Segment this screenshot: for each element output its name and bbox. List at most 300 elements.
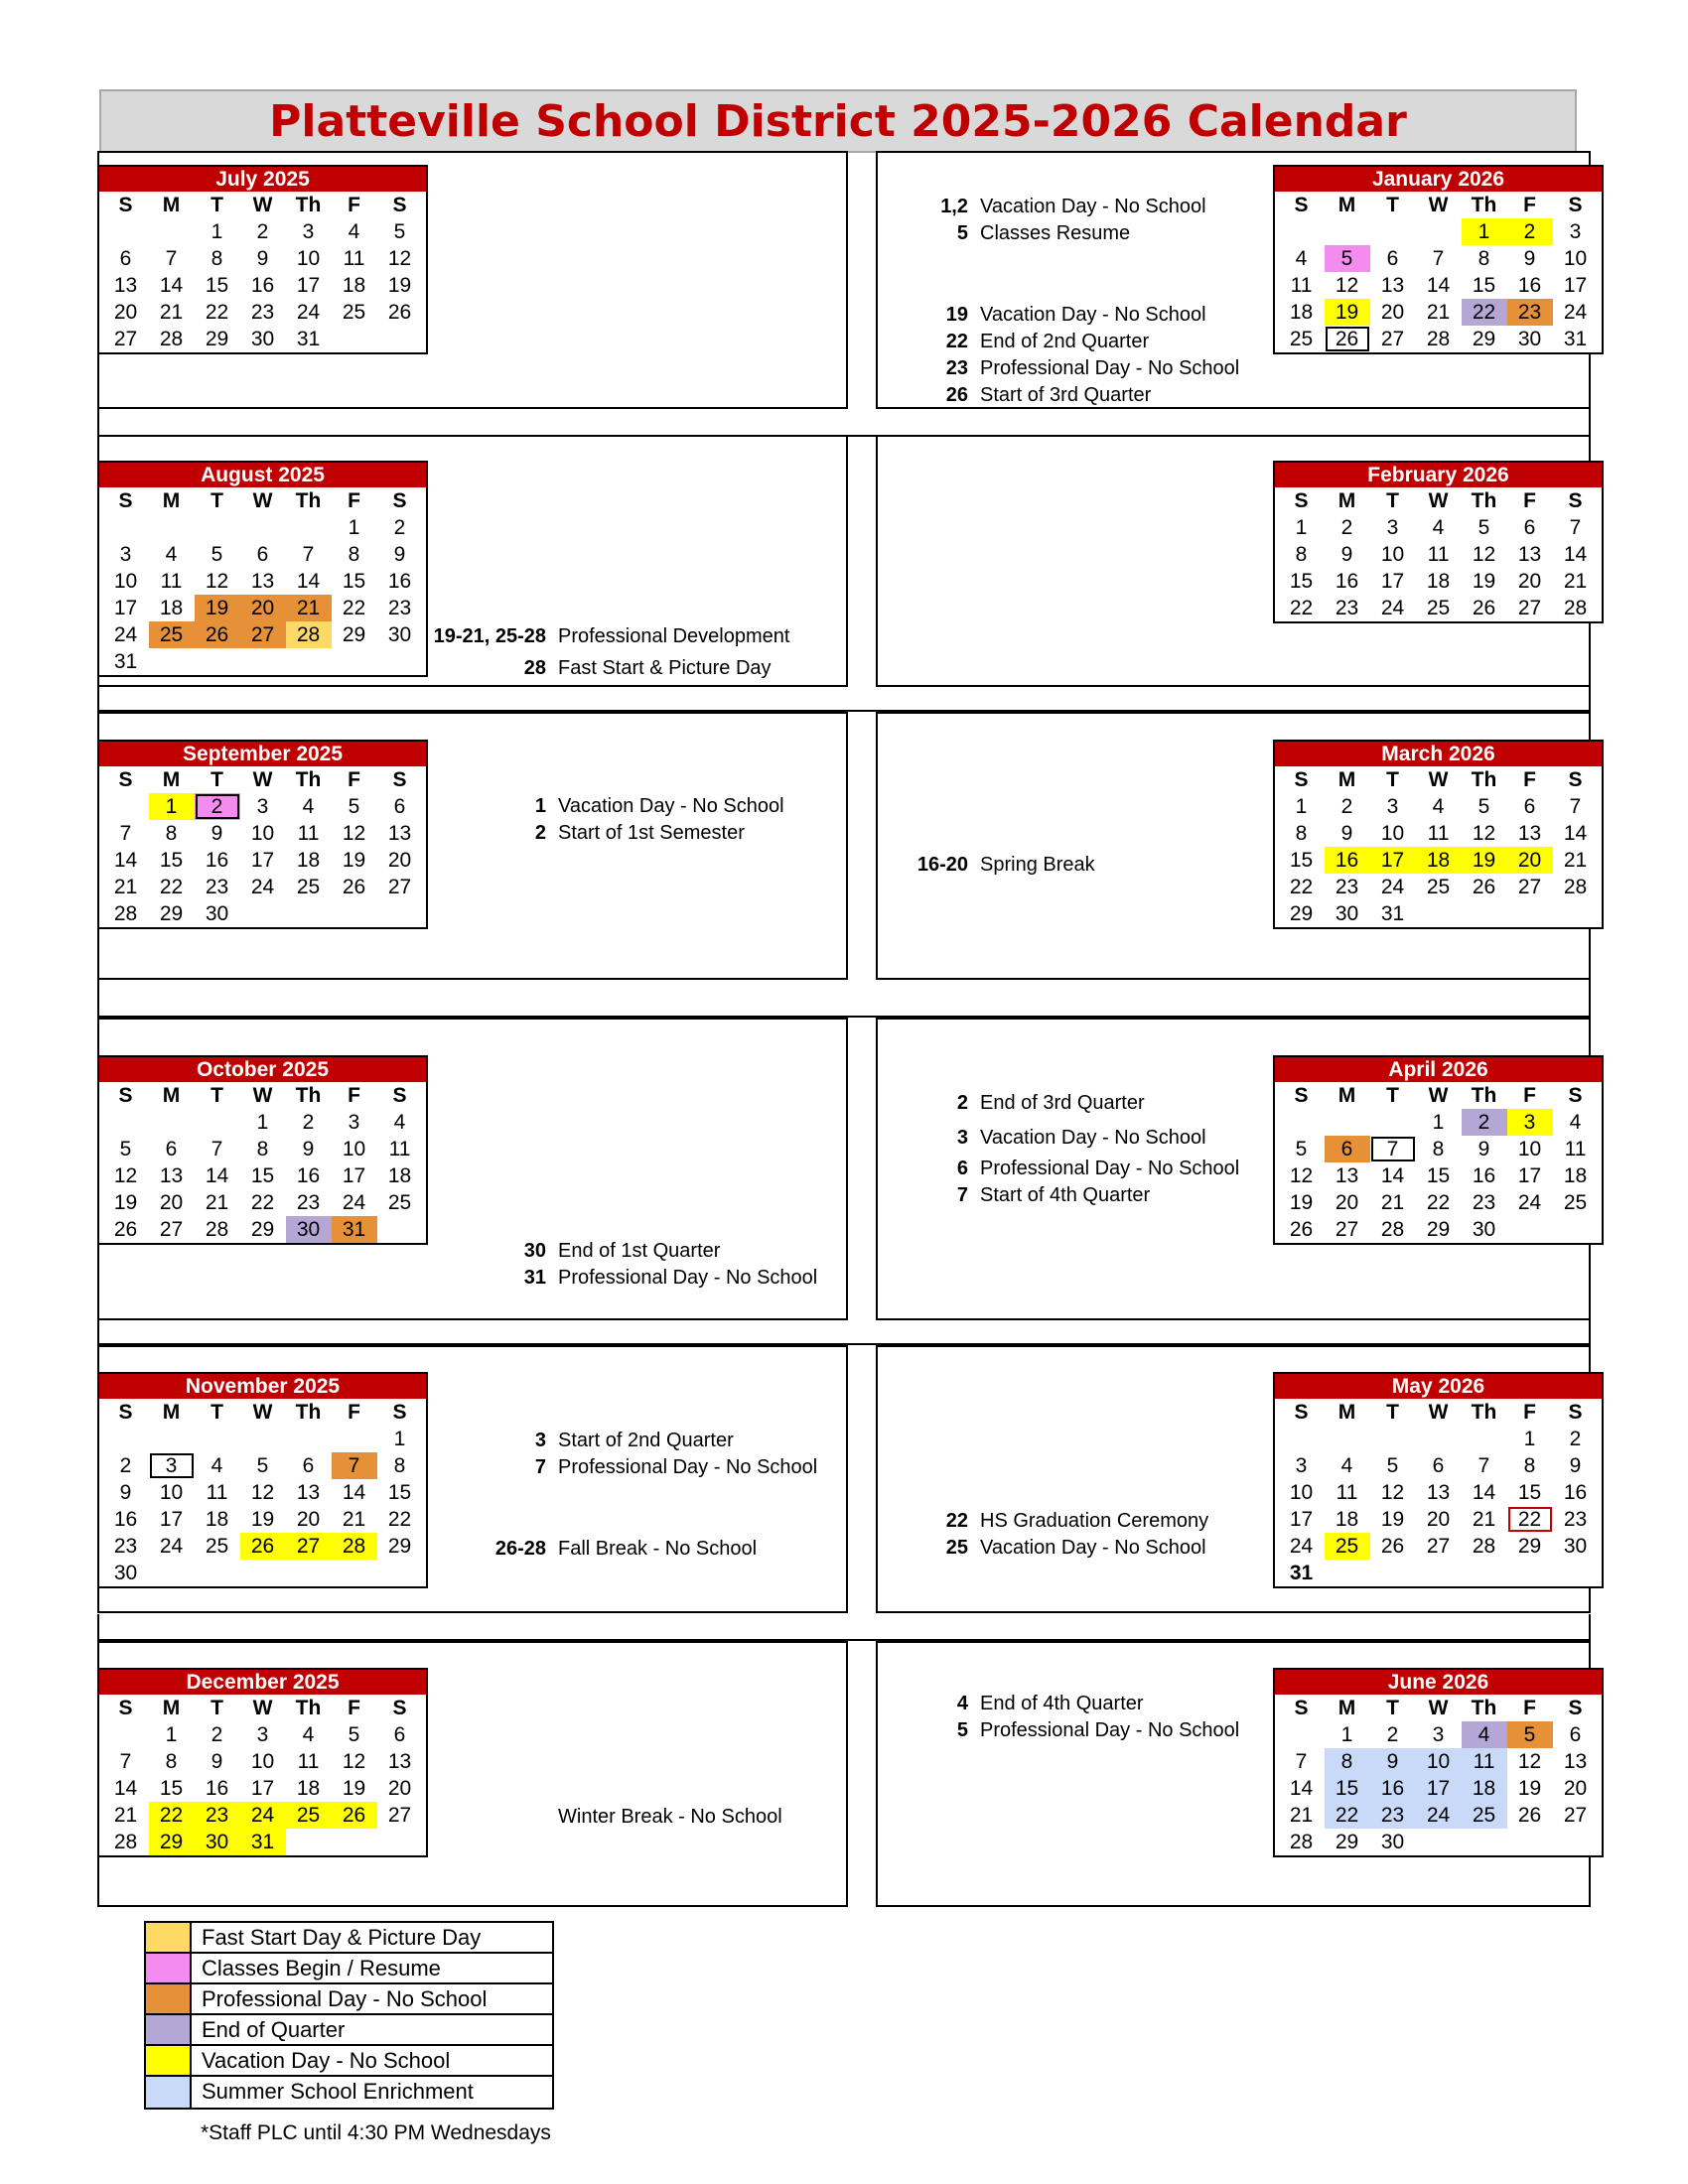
day-cell: 10 xyxy=(113,570,138,593)
day-cell: 4 xyxy=(1295,247,1308,270)
weekday-header: S xyxy=(118,489,133,512)
month-calendar xyxy=(1273,461,1604,623)
legend-swatch xyxy=(146,2015,192,2044)
day-cell: 12 xyxy=(1472,543,1496,566)
weekday-header: Th xyxy=(1471,194,1497,216)
month-grid xyxy=(99,487,426,675)
legend-label: Summer School Enrichment xyxy=(202,2079,474,2104)
weekday-header: F xyxy=(348,1084,360,1107)
row-separator xyxy=(97,1614,1591,1641)
event-item xyxy=(427,795,784,818)
event-text: Vacation Day - No School xyxy=(980,1127,1206,1149)
day-cell: 24 xyxy=(296,301,321,324)
weekday-header: S xyxy=(392,1697,407,1719)
weekday-header: Th xyxy=(1471,1084,1497,1107)
day-cell: 4 xyxy=(302,1723,315,1746)
weekday-header: W xyxy=(1428,1084,1449,1107)
weekday-header: W xyxy=(252,194,273,216)
day-cell: 13 xyxy=(1426,1481,1451,1504)
day-cell: 6 xyxy=(119,247,132,270)
day-cell: 28 xyxy=(159,328,184,350)
day-cell: 2 xyxy=(1462,1109,1507,1136)
day-cell: 14 xyxy=(1563,543,1588,566)
empty-day xyxy=(240,1426,286,1452)
day-cell: 22 xyxy=(205,301,229,324)
event-item xyxy=(884,1693,1144,1715)
day-cell: 3 xyxy=(1295,1454,1308,1477)
month-calendar xyxy=(97,740,428,929)
day-cell: 13 xyxy=(387,1750,412,1773)
event-item xyxy=(427,1538,757,1561)
event-item xyxy=(884,222,1130,245)
event-date: 4 xyxy=(956,1693,968,1714)
weekday-header: F xyxy=(348,489,360,512)
day-cell: 28 xyxy=(1563,597,1588,619)
event-item xyxy=(884,357,1239,380)
day-cell: 27 xyxy=(1335,1218,1359,1241)
day-cell: 26 xyxy=(387,301,412,324)
empty-day xyxy=(149,514,195,541)
day-cell: 13 xyxy=(1517,822,1542,845)
day-cell: 30 xyxy=(1472,1218,1496,1241)
day-cell: 23 xyxy=(1472,1191,1496,1214)
event-text: HS Graduation Ceremony xyxy=(980,1510,1209,1532)
event-date: 1,2 xyxy=(940,196,968,217)
day-cell: 2 xyxy=(1569,1428,1582,1450)
day-cell: 3 xyxy=(256,795,269,818)
day-cell: 3 xyxy=(1507,1109,1553,1136)
day-cell: 20 xyxy=(113,301,138,324)
weekday-header: F xyxy=(348,194,360,216)
day-cell: 2 xyxy=(302,1111,315,1134)
day-cell: 23 xyxy=(1335,597,1359,619)
empty-day xyxy=(195,1426,240,1452)
day-cell: 20 xyxy=(1426,1508,1451,1531)
weekday-header: T xyxy=(211,768,223,791)
day-cell: 12 xyxy=(1289,1164,1314,1187)
day-cell: 13 xyxy=(1517,543,1542,566)
empty-day xyxy=(103,1109,149,1136)
legend-item xyxy=(146,2015,552,2046)
empty-day xyxy=(1325,1109,1370,1136)
day-cell: 25 xyxy=(1289,328,1314,350)
day-cell: 27 xyxy=(286,1533,332,1560)
day-cell: 25 xyxy=(1426,597,1451,619)
weekday-header: Th xyxy=(1471,1697,1497,1719)
weekday-header: M xyxy=(1337,1084,1356,1107)
day-cell: 16 xyxy=(113,1508,138,1531)
empty-day xyxy=(103,793,149,820)
day-cell: 11 xyxy=(1427,822,1450,845)
weekday-header: T xyxy=(211,1697,223,1719)
day-cell: 4 xyxy=(211,1454,223,1477)
month-grid xyxy=(1275,1399,1602,1586)
day-cell: 7 xyxy=(1295,1750,1308,1773)
day-cell: 5 xyxy=(1477,795,1490,818)
day-cell: 7 xyxy=(1477,1454,1490,1477)
day-cell: 1 xyxy=(393,1428,406,1450)
day-cell: 21 xyxy=(1380,1191,1405,1214)
day-cell: 17 xyxy=(159,1508,184,1531)
day-cell: 14 xyxy=(113,1777,138,1800)
month-header: October 2025 xyxy=(99,1057,426,1082)
weekday-header: S xyxy=(118,768,133,791)
event-text: Professional Day - No School xyxy=(558,1456,818,1478)
day-cell: 12 xyxy=(1335,274,1359,297)
legend-item xyxy=(146,1984,552,2015)
empty-day xyxy=(1279,218,1325,245)
day-cell: 2 xyxy=(1507,218,1553,245)
day-cell: 9 xyxy=(1569,1454,1582,1477)
empty-day xyxy=(1370,218,1416,245)
row-separator xyxy=(97,1317,1591,1345)
empty-day xyxy=(1370,1109,1416,1136)
legend-swatch xyxy=(146,2077,192,2108)
weekday-header: F xyxy=(348,768,360,791)
day-cell: 28 xyxy=(1426,328,1451,350)
event-date xyxy=(427,1806,546,1829)
event-date: 3 xyxy=(534,1430,546,1451)
weekday-header: S xyxy=(392,194,407,216)
day-cell: 16 xyxy=(1472,1164,1496,1187)
weekday-header: M xyxy=(162,1401,181,1424)
event-date: 6 xyxy=(956,1158,968,1179)
day-cell: 12 xyxy=(342,1750,366,1773)
day-cell: 12 xyxy=(250,1481,275,1504)
event-date: 2 xyxy=(534,822,546,844)
event-item xyxy=(884,304,1206,327)
event-item xyxy=(884,1510,1208,1533)
event-item xyxy=(884,196,1206,218)
day-cell: 2 xyxy=(211,1723,223,1746)
day-cell: 7 xyxy=(211,1138,223,1160)
weekday-header: S xyxy=(1294,768,1309,791)
event-item xyxy=(884,331,1149,353)
day-cell: 16 xyxy=(387,570,412,593)
day-cell: 6 xyxy=(165,1138,178,1160)
month-header: February 2026 xyxy=(1275,463,1602,487)
day-cell: 12 xyxy=(387,247,412,270)
weekday-header: M xyxy=(162,768,181,791)
day-cell: 9 xyxy=(1340,543,1353,566)
weekday-header: S xyxy=(1294,1084,1309,1107)
day-cell: 9 xyxy=(1523,247,1536,270)
day-cell: 29 xyxy=(1335,1831,1359,1853)
day-cell: 31 xyxy=(240,1829,286,1855)
day-cell: 8 xyxy=(165,822,178,845)
day-cell: 28 xyxy=(1563,876,1588,898)
weekday-header: Th xyxy=(1471,489,1497,512)
day-cell: 9 xyxy=(119,1481,132,1504)
day-cell: 11 xyxy=(1462,1748,1507,1775)
empty-day xyxy=(1416,1426,1462,1452)
day-cell: 8 xyxy=(1295,543,1308,566)
day-cell: 20 xyxy=(240,595,286,621)
day-cell: 29 xyxy=(149,1829,195,1855)
day-cell: 22 xyxy=(1289,597,1314,619)
weekday-header: Th xyxy=(295,1401,322,1424)
day-cell: 11 xyxy=(160,570,183,593)
weekday-header: F xyxy=(1523,1084,1536,1107)
day-cell: 6 xyxy=(1523,795,1536,818)
day-cell: 14 xyxy=(1426,274,1451,297)
month-header: June 2026 xyxy=(1275,1670,1602,1695)
weekday-header: M xyxy=(1337,194,1356,216)
day-cell: 15 xyxy=(1426,1164,1451,1187)
day-cell: 9 xyxy=(1370,1748,1416,1775)
event-date: 3 xyxy=(956,1127,968,1149)
day-cell: 19 xyxy=(1517,1777,1542,1800)
day-cell: 19 xyxy=(342,849,366,872)
empty-day xyxy=(1462,1426,1507,1452)
weekday-header: S xyxy=(1568,194,1583,216)
weekday-header: S xyxy=(118,1697,133,1719)
empty-day xyxy=(1325,218,1370,245)
day-cell: 7 xyxy=(1569,795,1582,818)
event-text: End of 1st Quarter xyxy=(558,1240,721,1262)
day-cell: 25 xyxy=(387,1191,412,1214)
day-cell: 5 xyxy=(211,543,223,566)
day-cell: 21 xyxy=(1426,301,1451,324)
event-text: Professional Day - No School xyxy=(980,357,1240,379)
month-calendar xyxy=(1273,740,1604,929)
day-cell: 12 xyxy=(113,1164,138,1187)
empty-day xyxy=(149,218,195,245)
day-cell: 28 xyxy=(286,621,332,648)
day-cell: 3 xyxy=(256,1723,269,1746)
day-cell: 23 xyxy=(250,301,275,324)
day-cell: 20 xyxy=(1380,301,1405,324)
month-header: January 2026 xyxy=(1275,167,1602,192)
weekday-header: Th xyxy=(295,1697,322,1719)
weekday-header: S xyxy=(1294,194,1309,216)
day-cell: 27 xyxy=(1426,1535,1451,1558)
month-calendar xyxy=(97,165,428,354)
weekday-header: M xyxy=(162,1697,181,1719)
day-cell: 22 xyxy=(149,1802,195,1829)
day-cell: 26 xyxy=(1517,1804,1542,1827)
day-cell: 3 xyxy=(119,543,132,566)
day-cell: 20 xyxy=(1507,847,1553,874)
weekday-header: M xyxy=(162,194,181,216)
weekday-header: S xyxy=(118,194,133,216)
event-text: Fast Start & Picture Day xyxy=(558,657,772,679)
weekday-header: W xyxy=(1428,489,1449,512)
day-cell: 29 xyxy=(1472,328,1496,350)
event-date: 7 xyxy=(534,1456,546,1478)
day-cell: 16 xyxy=(1325,847,1370,874)
day-cell: 18 xyxy=(159,597,184,619)
event-date: 1 xyxy=(534,795,546,817)
day-cell: 21 xyxy=(1289,1804,1314,1827)
day-cell: 19 xyxy=(1472,570,1496,593)
event-date: 31 xyxy=(523,1267,546,1289)
month-header: September 2025 xyxy=(99,742,426,766)
day-cell: 18 xyxy=(1462,1775,1507,1802)
day-cell: 29 xyxy=(250,1218,275,1241)
empty-day xyxy=(1416,218,1462,245)
event-date: 16-20 xyxy=(916,854,968,876)
day-cell: 31 xyxy=(113,650,138,673)
day-cell: 3 xyxy=(149,1452,195,1479)
day-cell: 14 xyxy=(1563,822,1588,845)
day-cell: 18 xyxy=(1335,1508,1359,1531)
month-calendar xyxy=(97,1372,428,1588)
month-grid xyxy=(99,1399,426,1586)
day-cell: 22 xyxy=(1289,876,1314,898)
month-grid xyxy=(99,766,426,927)
day-cell: 15 xyxy=(1472,274,1496,297)
day-cell: 1 xyxy=(1432,1111,1445,1134)
day-cell: 6 xyxy=(393,795,406,818)
day-cell: 24 xyxy=(1380,597,1405,619)
day-cell: 17 xyxy=(1563,274,1588,297)
month-grid xyxy=(1275,1695,1602,1855)
event-text: Vacation Day - No School xyxy=(558,795,784,817)
day-cell: 21 xyxy=(286,595,332,621)
day-cell: 18 xyxy=(1416,847,1462,874)
day-cell: 15 xyxy=(342,570,366,593)
day-cell: 7 xyxy=(302,543,315,566)
day-cell: 1 xyxy=(165,1723,178,1746)
day-cell: 5 xyxy=(256,1454,269,1477)
weekday-header: S xyxy=(1568,1401,1583,1424)
weekday-header: T xyxy=(211,194,223,216)
day-cell: 26 xyxy=(332,1802,377,1829)
day-cell: 20 xyxy=(1335,1191,1359,1214)
empty-day xyxy=(103,218,149,245)
day-cell: 5 xyxy=(119,1138,132,1160)
day-cell: 22 xyxy=(159,876,184,898)
day-cell: 11 xyxy=(1564,1138,1587,1160)
event-item xyxy=(884,384,1151,407)
legend-item xyxy=(146,1954,552,1984)
event-date: 22 xyxy=(945,1510,968,1532)
weekday-header: S xyxy=(1294,1401,1309,1424)
day-cell: 20 xyxy=(387,1777,412,1800)
day-cell: 14 xyxy=(159,274,184,297)
day-cell: 9 xyxy=(211,1750,223,1773)
day-cell: 26 xyxy=(240,1533,286,1560)
day-cell: 19 xyxy=(1325,299,1370,326)
day-cell: 28 xyxy=(1380,1218,1405,1241)
weekday-header: S xyxy=(392,489,407,512)
day-cell: 15 xyxy=(1325,1775,1370,1802)
day-cell: 2 xyxy=(1386,1723,1399,1746)
weekday-header: W xyxy=(1428,1401,1449,1424)
day-cell: 17 xyxy=(1416,1775,1462,1802)
weekday-header: Th xyxy=(295,768,322,791)
day-cell: 29 xyxy=(342,623,366,646)
day-cell: 7 xyxy=(119,1750,132,1773)
day-cell: 18 xyxy=(1426,570,1451,593)
day-cell: 28 xyxy=(113,902,138,925)
event-text: Professional Day - No School xyxy=(980,1719,1240,1741)
day-cell: 31 xyxy=(296,328,321,350)
weekday-header: M xyxy=(162,489,181,512)
empty-day xyxy=(149,1426,195,1452)
day-cell: 25 xyxy=(1563,1191,1588,1214)
empty-day xyxy=(103,1721,149,1748)
day-cell: 26 xyxy=(195,621,240,648)
day-cell: 9 xyxy=(211,822,223,845)
day-cell: 6 xyxy=(1523,516,1536,539)
day-cell: 29 xyxy=(205,328,229,350)
event-text: Vacation Day - No School xyxy=(980,1537,1206,1559)
month-header: April 2026 xyxy=(1275,1057,1602,1082)
day-cell: 22 xyxy=(387,1508,412,1531)
weekday-header: S xyxy=(392,1401,407,1424)
day-cell: 18 xyxy=(387,1164,412,1187)
day-cell: 6 xyxy=(1569,1723,1582,1746)
month-header: March 2026 xyxy=(1275,742,1602,766)
weekday-header: S xyxy=(118,1401,133,1424)
event-date: 23 xyxy=(945,357,968,379)
day-cell: 30 xyxy=(286,1216,332,1243)
day-cell: 31 xyxy=(1380,902,1405,925)
event-text: Classes Resume xyxy=(980,222,1131,244)
day-cell: 12 xyxy=(1380,1481,1405,1504)
day-cell: 5 xyxy=(1295,1138,1308,1160)
legend-swatch xyxy=(146,1954,192,1982)
day-cell: 23 xyxy=(296,1191,321,1214)
day-cell: 15 xyxy=(1289,849,1314,872)
empty-day xyxy=(1370,1426,1416,1452)
day-cell: 19 xyxy=(387,274,412,297)
day-cell: 21 xyxy=(113,876,138,898)
weekday-header: W xyxy=(252,489,273,512)
month-calendar xyxy=(1273,1055,1604,1245)
day-cell: 4 xyxy=(1569,1111,1582,1134)
day-cell: 9 xyxy=(256,247,269,270)
day-cell: 4 xyxy=(393,1111,406,1134)
event-item xyxy=(427,1267,817,1290)
day-cell: 15 xyxy=(159,849,184,872)
day-cell: 26 xyxy=(1380,1535,1405,1558)
weekday-header: W xyxy=(252,1697,273,1719)
day-cell: 7 xyxy=(1370,1136,1416,1162)
day-cell: 10 xyxy=(1380,543,1405,566)
day-cell: 10 xyxy=(1289,1481,1314,1504)
day-cell: 27 xyxy=(1563,1804,1588,1827)
day-cell: 11 xyxy=(206,1481,228,1504)
event-text: Professional Day - No School xyxy=(980,1158,1240,1179)
day-cell: 8 xyxy=(1295,822,1308,845)
day-cell: 3 xyxy=(1386,795,1399,818)
day-cell: 5 xyxy=(1325,245,1370,272)
day-cell: 2 xyxy=(1340,795,1353,818)
day-cell: 8 xyxy=(393,1454,406,1477)
event-item xyxy=(884,1719,1239,1742)
day-cell: 14 xyxy=(205,1164,229,1187)
event-item xyxy=(884,1092,1145,1115)
day-cell: 23 xyxy=(205,876,229,898)
day-cell: 5 xyxy=(348,795,360,818)
weekday-header: W xyxy=(1428,194,1449,216)
event-date: 19-21, 25-28 xyxy=(433,625,546,647)
day-cell: 24 xyxy=(1380,876,1405,898)
day-cell: 8 xyxy=(165,1750,178,1773)
event-item xyxy=(884,1184,1150,1207)
event-text: Start of 3rd Quarter xyxy=(980,384,1152,406)
day-cell: 14 xyxy=(342,1481,366,1504)
event-date: 25 xyxy=(945,1537,968,1559)
day-cell: 1 xyxy=(149,793,195,820)
day-cell: 18 xyxy=(342,274,366,297)
empty-day xyxy=(1279,1109,1325,1136)
month-calendar xyxy=(97,461,428,677)
day-cell: 1 xyxy=(1340,1723,1353,1746)
